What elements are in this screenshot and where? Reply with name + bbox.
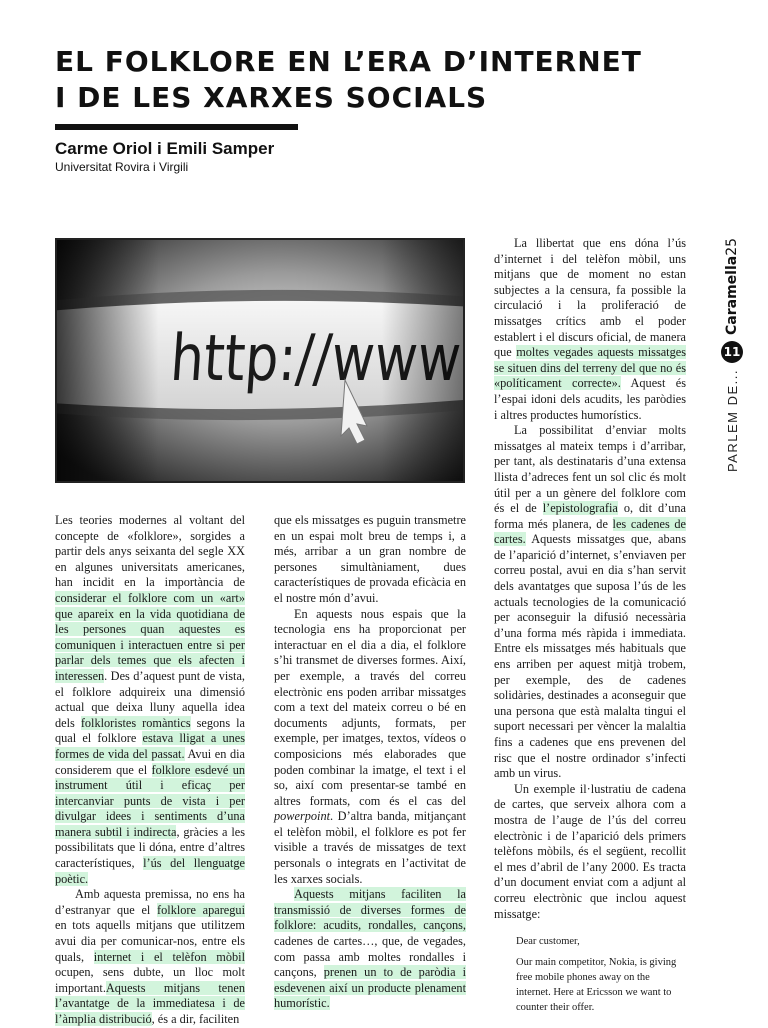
paragraph: En aquests nous espais que la tecnologia ens ha proporcionat per interactuar en el dia a dia, el folklore s’hi transmet de diverses formes. Així, per exemple, a través del correu electrònic ens poden arribar missatges com a text del mateix correu o bé en documents adjunts, formats, per exemple, per imatges, textos, vídeos o composicions més elaborades que poden combinar la imatge, el text i el so, així com presentar-se també en altres formats, com és el cas del powerpoint. D’altra banda, mitjançant el telèfon mòbil, el folklore es pot fer visible a través de missatges de text personals o integrats en l’activitat de les xarxes socials.	[274, 606, 466, 886]
issue-number-badge: 11	[721, 341, 743, 363]
title-rule	[55, 124, 298, 130]
journal-name: Caramella25	[724, 237, 740, 336]
title-line-1: EL FOLKLORE EN L’ERA D’INTERNET	[55, 45, 642, 78]
http-address-bar-image	[57, 240, 463, 481]
authors: Carme Oriol i Emili Samper	[55, 139, 275, 158]
paragraph: Aquests mitjans faciliten la transmissió de diverses formes de folklore: acudits, rondalles, cançons, cadenes de cartes…, que, de vegades, com passa amb moltes rondalles i cançons, prenen un to de paròdia i esdevenen així un producte plenament humorístic.	[274, 887, 466, 1011]
highlight: estava lligat a unes formes de vida del passat.	[55, 731, 245, 761]
article-title	[55, 44, 655, 116]
paragraph: que els missatges es puguin transmetre en un espai molt breu de temps i, a més, arribar a un gran nombre de persones simultàniament, dues característiques de provada eficàcia en el nostre món d’avui.	[274, 513, 466, 605]
text-column-3	[494, 236, 686, 1015]
highlight: folklore aparegui	[157, 902, 245, 917]
quote-line: Dear customer,	[516, 936, 580, 948]
paragraph: Amb aquesta premissa, no ens ha d’estranyar que el folklore aparegui en tots aquells mitjans que utilitzem avui dia per comunicar-nos, entre els quals, internet i el telèfon mòbil ocupen, sens dubte, un lloc molt important.Aquests mitjans tenen l’avantatge de la immediatesa i de l’àmplia distribució, és a dir, faciliten	[55, 887, 245, 1026]
paragraph: Les teories modernes al voltant del concepte de «folklore», sorgides a partir dels anys seixanta del segle XX en algunes universitats americanes, han incidit en la importància de considerar el folklore com un «art» que apareix en la vida quotidiana de les persones quan aquestes es comuniquen i interactuen entre si per parlar dels temes que els afecten i interessen. Des d’aquest punt de vista, el folklore adquireix una dimensió actual que deixa lluny aquella idea dels folkloristes romàntics segons la qual el folklore estava lligat a unes formes de vida del passat. Avui en dia considerem que el folklore esdevé un instrument útil i eficaç per intercanviar punts de vista i per divulgar idees i sentiments d’una manera subtil i indirecta, gràcies a les possibilitats que li dóna, entre d’altres característiques, l’ús del llenguatge poètic.	[55, 513, 245, 886]
highlight: folkloristes romàntics	[80, 715, 191, 730]
page-sidebar	[712, 230, 752, 480]
highlight: prenen un to de paròdia i esdevenen així un producte plenament humorístic.	[274, 965, 466, 1011]
quote-line: Our main competitor, Nokia, is giving free mobile phones away on the internet. Here at Ericsson we want to counter their offer.	[516, 957, 677, 1014]
article-photo	[55, 238, 465, 483]
highlight: moltes vegades aquests missatges se situen dins del terreny del que no és «políticament correcte».	[494, 345, 686, 391]
title-line-2: I DE LES XARXES SOCIALS	[55, 81, 488, 114]
highlight: Aquests mitjans tenen l’avantatge de la immediatesa i de l’àmplia distribució	[55, 980, 245, 1026]
highlight: folklore esdevé un instrument útil i eficaç per intercanviar punts de vista i per divulgar idees i sentiments d’una manera subtil i indirecta	[55, 762, 245, 839]
paragraph: La llibertat que ens dóna l’ús d’internet i del telèfon mòbil, uns mitjans que de moment no estan subjectes a la censura, fa possible la circulació i la proliferació de missatges crítics amb el poder establert i el discurs oficial, de manera que moltes vegades aquests missatges se situen dins del terreny del que no és «políticament correcte». Aquest és l’espai idoni dels acudits, les paròdies i altres productes humorístics.	[494, 236, 686, 422]
highlight: l’epistolografia	[542, 501, 618, 516]
highlight: internet i el telèfon mòbil	[93, 949, 245, 964]
highlight: considerar el folklore com un «art» que apareix en la vida quotidiana de les persones quan aquestes es comuniquen i interactuen entre si per parlar dels temes que els afecten i interessen	[55, 590, 245, 683]
highlight: Aquests mitjans faciliten la transmissió de diverses formes de folklore: acudits, rondalles, cançons,	[274, 887, 466, 933]
section-label: PARLEM DE...	[724, 369, 740, 473]
quoted-message	[516, 934, 686, 1015]
paragraph: Un exemple il·lustratiu de cadena de cartes, que serveix alhora com a mostra de l’auge de l’ús del correu electrònic i de l’aparició dels primers telèfons mòbils, és el següent, recollit el mes d’abril de l’any 2000. Es tracta d’un document enviat com a adjunt al correu electrònic que inclou aquest missatge:	[494, 781, 686, 921]
text-column-2	[274, 513, 466, 1012]
affiliation: Universitat Rovira i Virgili	[55, 160, 189, 174]
paragraph: La possibilitat d’enviar molts missatges al mateix temps i d’arribar, per tant, als destinataris d’una extensa llista d’adreces fent un sol clic és molt útil per a un gènere del folklore com és el de l’epistolografia o, dit d’una forma més planera, de les cadenes de cartes. Aquests missatges que, abans de l’aparició d’internet, s’enviaven per correu postal, avui en dia s’han servit dels avantatges que suposa l’ús de les actuals tecnologies de la comunicació per aconseguir la difusió necessària d’una forma més ràpida i immediata. Entre els missatges més habituals que ens arriben per aquest mitjà trobem, per exemple, des de cadenes solidàries, destinades a aconseguir que una persona que està malalta tingui el suport necessari per vèncer la malaltia fins a cadenes que ens prevenen del risc que el nostre ordinador s’infecti amb un virus.	[494, 423, 686, 781]
highlight: l’ús del llenguatge poètic.	[55, 856, 245, 886]
highlight: les cadenes de cartes.	[494, 516, 686, 547]
text-column-1	[55, 513, 245, 1028]
